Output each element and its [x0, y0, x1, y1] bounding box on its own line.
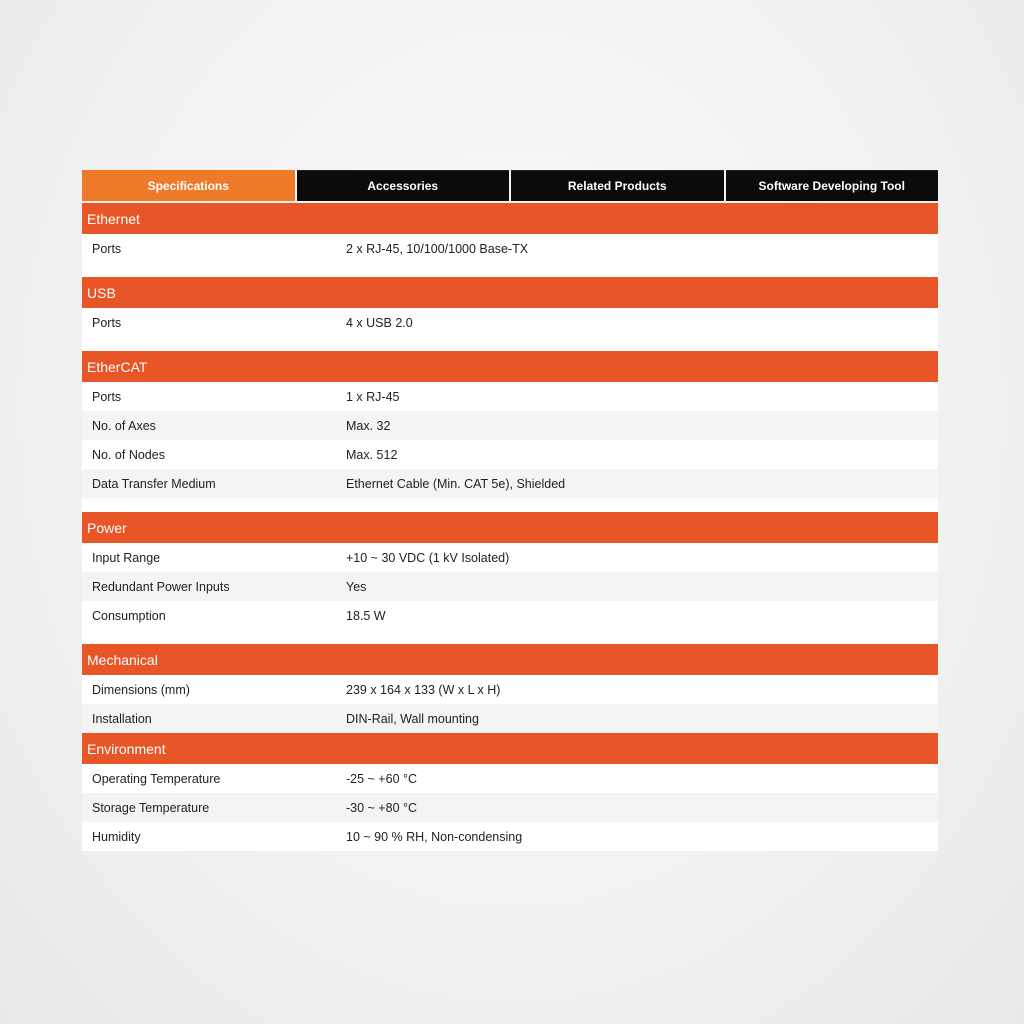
- row-label: No. of Nodes: [92, 447, 165, 462]
- row-value: -30 ~ +80 °C: [346, 800, 418, 815]
- row-label: Ports: [92, 315, 122, 330]
- tab-specifications[interactable]: Specifications: [82, 170, 295, 201]
- table-row: [82, 308, 938, 337]
- table-row: [82, 601, 938, 630]
- section-spacer: [82, 263, 938, 277]
- row-label: Ports: [92, 389, 122, 404]
- row-label: No. of Axes: [92, 418, 156, 433]
- section-header-ethercat: EtherCAT: [82, 351, 938, 382]
- tab-accessories[interactable]: Accessories: [297, 170, 510, 201]
- row-value: Yes: [346, 579, 367, 594]
- table-row: [82, 764, 938, 793]
- tab-bar: [82, 170, 938, 201]
- section-header-mechanical: Mechanical: [82, 644, 938, 675]
- row-label: Ports: [92, 241, 122, 256]
- row-value: 2 x RJ-45, 10/100/1000 Base-TX: [346, 241, 529, 256]
- row-label: Storage Temperature: [92, 800, 210, 815]
- table-row: [82, 469, 938, 498]
- section-spacer: [82, 337, 938, 351]
- table-row: [82, 411, 938, 440]
- section-spacer: [82, 630, 938, 644]
- spec-panel: [82, 170, 938, 851]
- section-spacer: [82, 498, 938, 512]
- row-value: 4 x USB 2.0: [346, 315, 413, 330]
- table-row: [82, 440, 938, 469]
- section-header-ethernet: Ethernet: [82, 203, 938, 234]
- row-label: Data Transfer Medium: [92, 476, 216, 491]
- row-value: -25 ~ +60 °C: [346, 771, 418, 786]
- row-value: 239 x 164 x 133 (W x L x H): [346, 682, 501, 697]
- row-label: Input Range: [92, 550, 161, 565]
- table-row: [82, 675, 938, 704]
- section-header-usb: USB: [82, 277, 938, 308]
- table-row: [82, 704, 938, 733]
- row-value: 1 x RJ-45: [346, 389, 400, 404]
- table-row: [82, 234, 938, 263]
- tab-related-products[interactable]: Related Products: [511, 170, 724, 201]
- section-header-power: Power: [82, 512, 938, 543]
- row-value: +10 ~ 30 VDC (1 kV Isolated): [346, 550, 510, 565]
- table-row: [82, 572, 938, 601]
- row-value: 10 ~ 90 % RH, Non-condensing: [346, 829, 523, 844]
- row-label: Dimensions (mm): [92, 682, 190, 697]
- section-header-environment: Environment: [82, 733, 938, 764]
- table-row: [82, 822, 938, 851]
- row-value: Max. 32: [346, 418, 391, 433]
- row-value: Ethernet Cable (Min. CAT 5e), Shielded: [346, 476, 566, 491]
- row-label: Humidity: [92, 829, 141, 844]
- row-value: Max. 512: [346, 447, 398, 462]
- row-label: Operating Temperature: [92, 771, 221, 786]
- row-label: Redundant Power Inputs: [92, 579, 230, 594]
- tab-software-developing-tool[interactable]: Software Developing Tool: [726, 170, 939, 201]
- table-row: [82, 543, 938, 572]
- table-row: [82, 382, 938, 411]
- row-value: DIN-Rail, Wall mounting: [346, 711, 479, 726]
- table-row: [82, 793, 938, 822]
- row-label: Installation: [92, 711, 152, 726]
- row-value: 18.5 W: [346, 608, 386, 623]
- row-label: Consumption: [92, 608, 166, 623]
